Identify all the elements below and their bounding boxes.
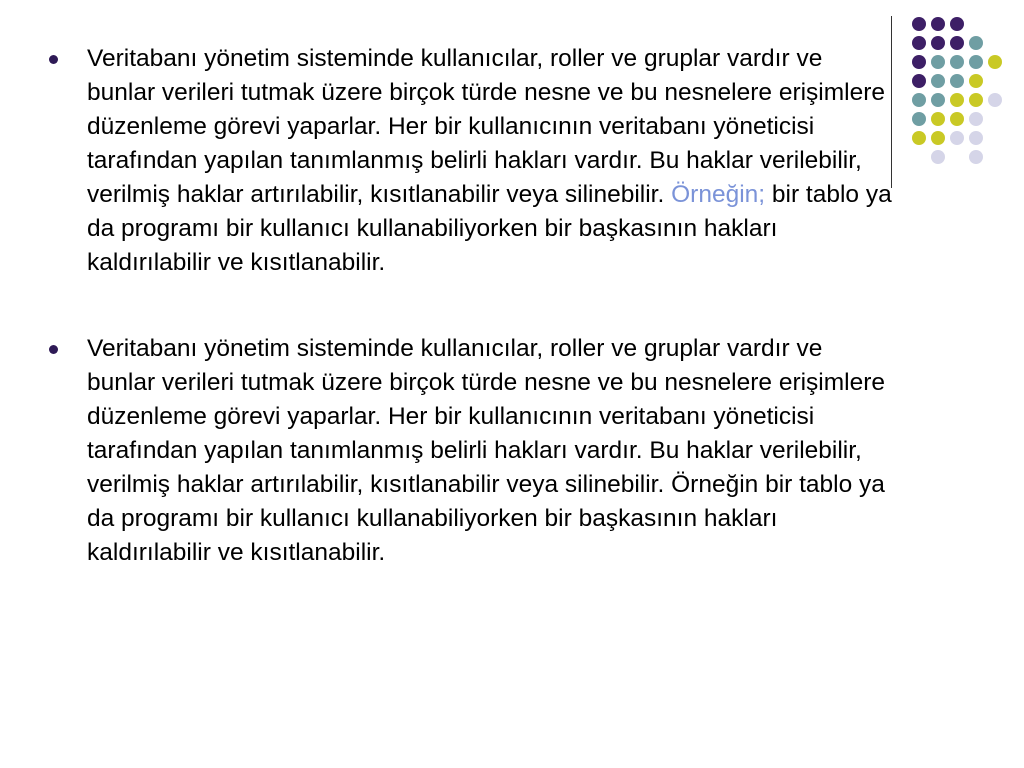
decorative-dot [912,36,926,50]
decorative-dot [950,17,964,31]
decorative-dot [969,131,983,145]
decorative-dot [912,74,926,88]
bullet-1-text-after: bir tablo ya da programı bir kullanıcı kullanabiliyorken bir başkasının hakları kaldırılabilir ve kısıtlanabilir. [87,181,892,276]
decorative-dot [950,36,964,50]
decorative-dot [988,55,1002,69]
decorative-dot [912,17,926,31]
decorative-dot [931,93,945,107]
decorative-dot [969,93,983,107]
decorative-dot [969,112,983,126]
decorative-dot [969,36,983,50]
decorative-dot [912,55,926,69]
decorative-dot [950,74,964,88]
decorative-dot [988,93,1002,107]
decorative-dot [950,93,964,107]
decorative-dot [931,150,945,164]
bullet-item-2 [47,332,897,570]
decorative-dot [931,112,945,126]
example-link[interactable]: Örneğin; [671,181,766,208]
decorative-dot [931,74,945,88]
decorative-dot [912,131,926,145]
decorative-dot [969,74,983,88]
decorative-dot [931,131,945,145]
bullet-2-text: Veritabanı yönetim sisteminde kullanıcılar, roller ve gruplar vardır ve bunlar verileri tutmak üzere birçok türde nesne ve bu nesnelere erişimlere düzenleme görevi yaparlar. Her bir kullanıcının veritabanı yöneticisi tarafından yapılan tanımlanmış belirli hakları vardır. Bu haklar verilebilir, verilmiş haklar artırılabilir, kısıtlanabilir veya silinebilir. Örneğin bir tablo ya da programı bir kullanıcı kullanabiliyorken bir başkasının hakları kaldırılabilir ve kısıtlanabilir. [87,335,885,566]
decorative-dot [912,112,926,126]
decorative-dot [950,55,964,69]
decorative-dot [931,55,945,69]
bullet-item-1 [47,42,897,280]
bullet-list [47,42,897,622]
decorative-dot [912,93,926,107]
bullet-1-text-before: Veritabanı yönetim sisteminde kullanıcılar, roller ve gruplar vardır ve bunlar verileri tutmak üzere birçok türde nesne ve bu nesnelere erişimlere düzenleme görevi yaparlar. Her bir kullanıcının veritabanı yöneticisi tarafından yapılan tanımlanmış belirli hakları vardır. Bu haklar verilebilir, verilmiş haklar artırılabilir, kısıtlanabilir veya silinebilir. [87,45,885,208]
decorative-dot [950,112,964,126]
decorative-dot [969,55,983,69]
decorative-dot [931,17,945,31]
decorative-dot [969,150,983,164]
bullet-dot-icon [49,55,58,64]
bullet-dot-icon [49,345,58,354]
decorative-dot [950,131,964,145]
decorative-dot [931,36,945,50]
